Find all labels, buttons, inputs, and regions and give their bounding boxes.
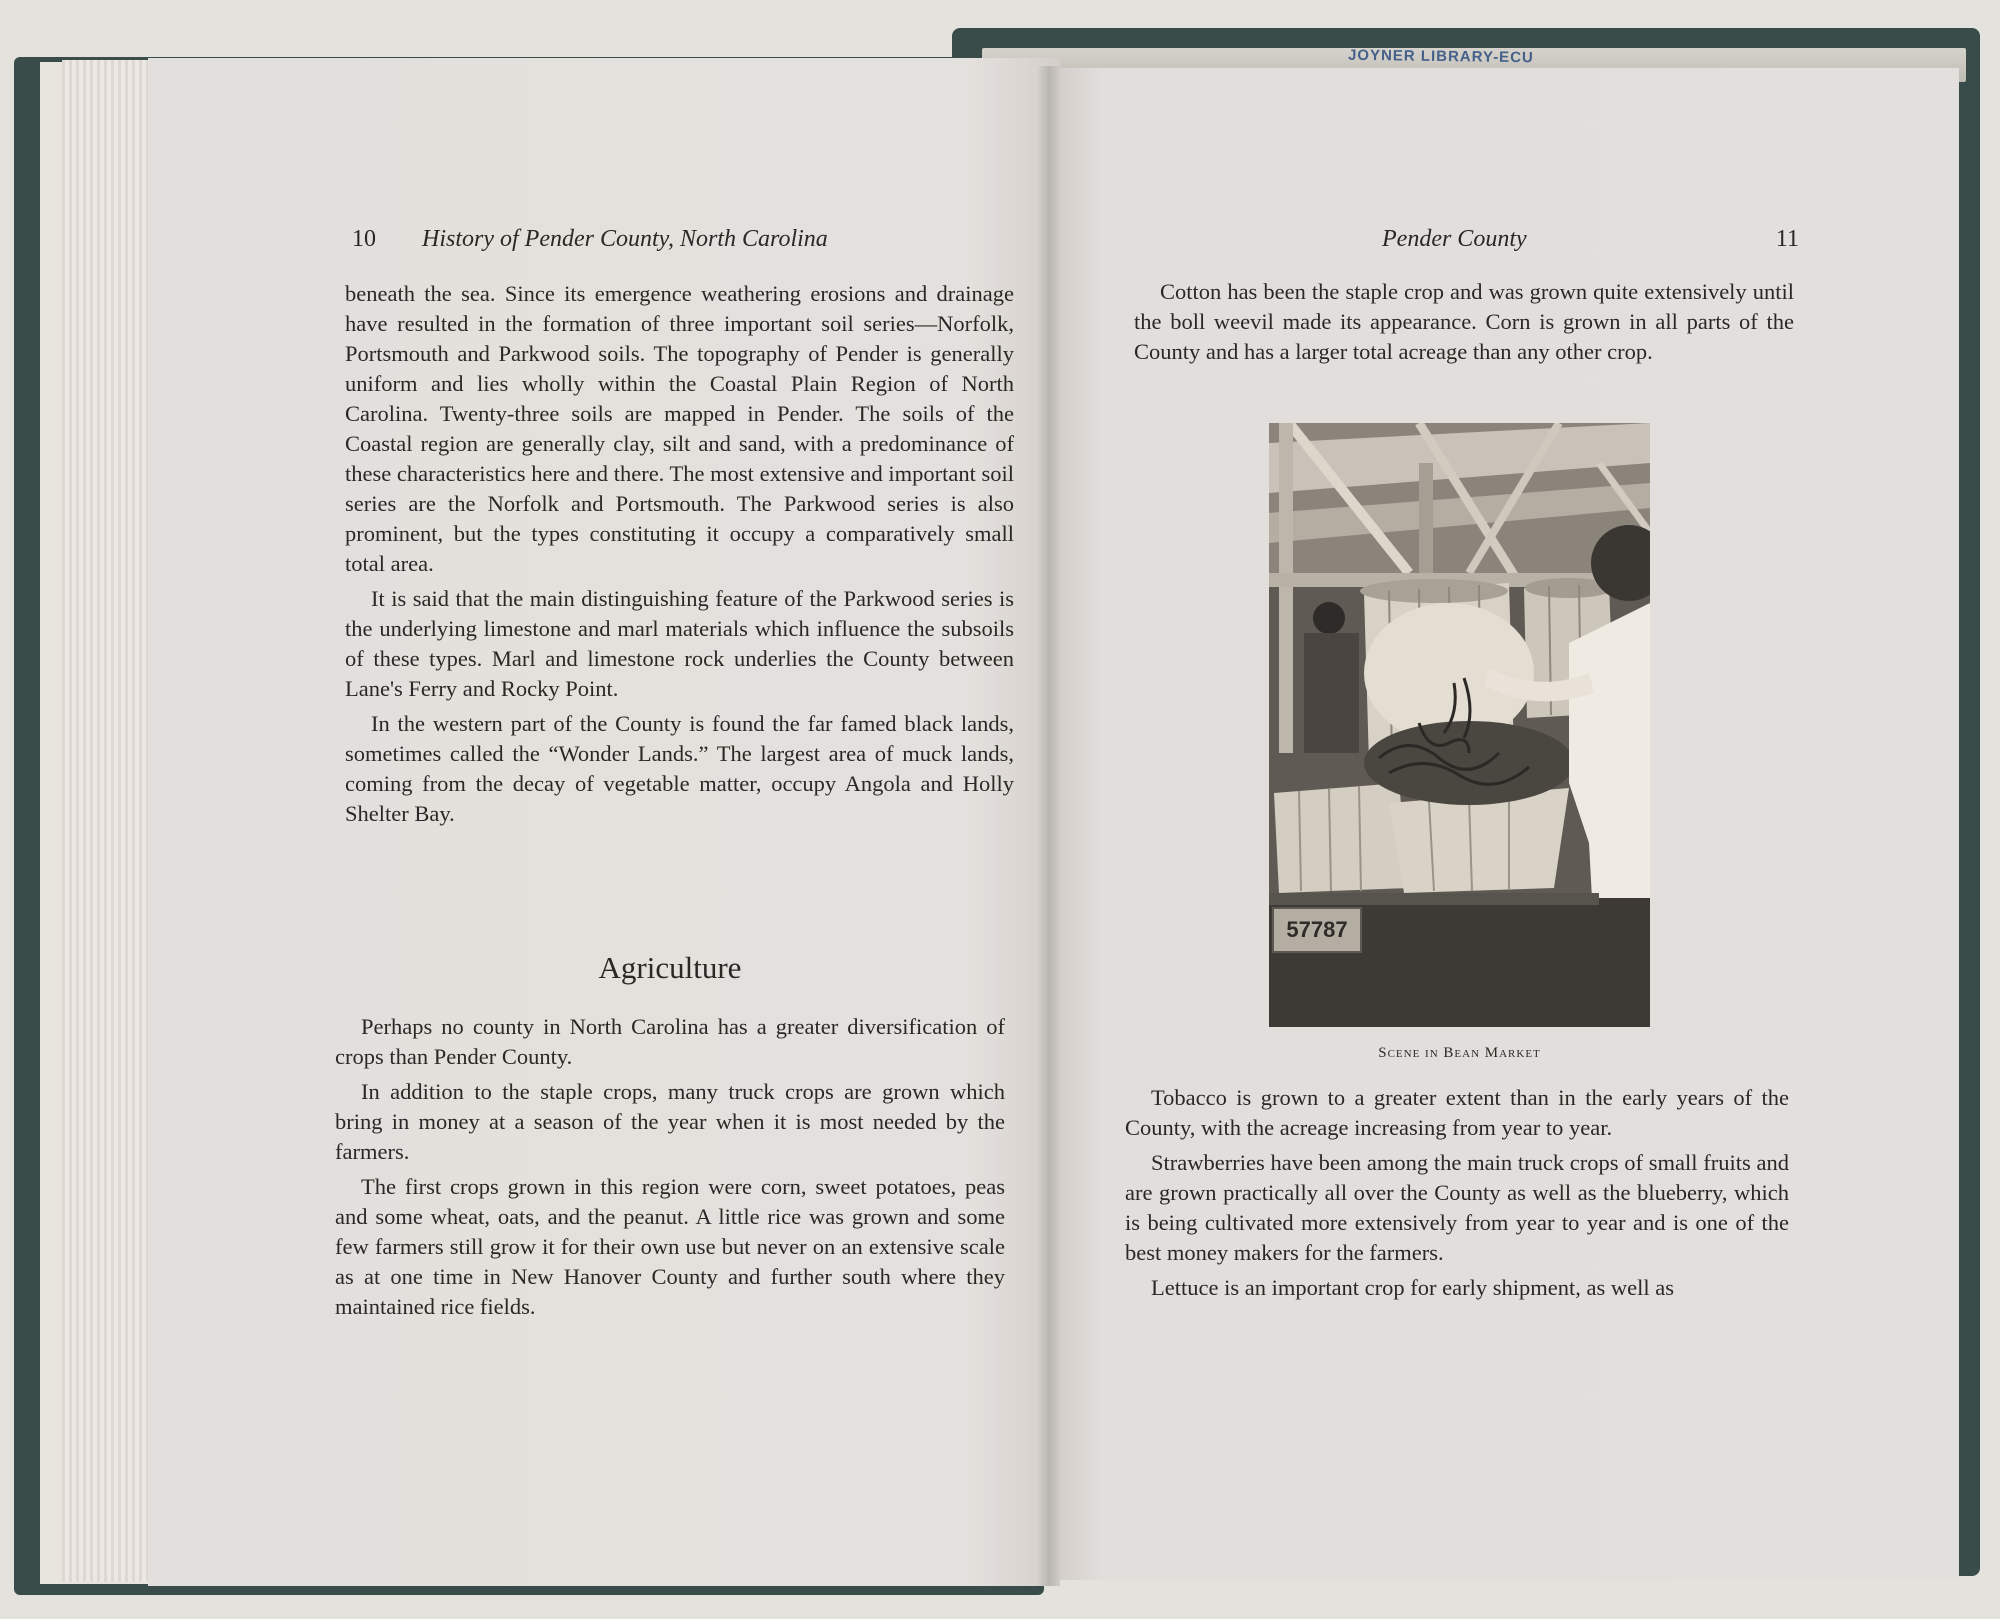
left-text-top [345, 279, 1014, 834]
right-page-number: 11 [1775, 226, 1799, 252]
left-text-bottom [335, 1012, 1005, 1327]
left-running-head [352, 226, 937, 253]
license-plate-number: 57787 [1286, 917, 1348, 942]
photo-caption: Scene in Bean Market [1378, 1045, 1541, 1061]
section-heading: Agriculture [598, 950, 742, 985]
bean-market-photo [1269, 423, 1650, 1027]
paragraph: Tobacco is grown to a greater extent than in the early years of the County, with the acreage increasing from year to year. [1125, 1085, 1789, 1140]
left-page-number: 10 [352, 226, 376, 252]
right-text-top [1134, 277, 1794, 372]
paragraph: In addition to the staple crops, many truck crops are grown which bring in money at a season of the year when it is most needed by the farmers. [335, 1079, 1005, 1164]
paragraph: In the western part of the County is found the far famed black lands, sometimes called the “Wonder Lands.” The largest area of muck lands, coming from the decay of vegetable matter, occupy Angola and Holly Shelter Bay. [345, 711, 1014, 826]
paragraph: Strawberries have been among the main truck crops of small fruits and are grown practically all over the County as well as the blueberry, which is being cultivated more extensively from year to year and is one of the best money makers for the farmers. [1125, 1150, 1789, 1265]
paragraph: It is said that the main distinguishing feature of the Parkwood series is the underlying limestone and marl materials which influence the subsoils of these types. Marl and limestone rock underlies the County between Lane's Ferry and Rocky Point. [345, 586, 1014, 701]
paragraph: Lettuce is an important crop for early shipment, as well as [1151, 1275, 1674, 1300]
photo-illustration [1269, 423, 1650, 1027]
paragraph: Cotton has been the staple crop and was grown quite extensively until the boll weevil made its appearance. Corn is grown in all parts of the County and has a larger total acreage than any other crop. [1134, 279, 1794, 364]
book-gutter [1038, 66, 1060, 1586]
right-text-bottom [1125, 1083, 1789, 1308]
left-running-title: History of Pender County, North Carolina [422, 226, 828, 252]
library-stamp: JOYNER LIBRARY-ECU [1347, 46, 1534, 67]
paragraph: The first crops grown in this region were corn, sweet potatoes, peas and some wheat, oats, and the peanut. A little rice was grown and some few farmers still grow it for their own use but never on an extensive scale as at one time in New Hanover County and further south where they maintained rice fields. [335, 1174, 1005, 1319]
paragraph: Perhaps no county in North Carolina has a greater diversification of crops than Pender County. [335, 1014, 1005, 1069]
paragraph: beneath the sea. Since its emergence weathering erosions and drainage have resulted in the formation of three important soil series—Norfolk, Portsmouth and Parkwood soils. The topography of Pender is generally uniform and lies wholly within the Coastal Plain Region of North Carolina. Twenty-three soils are mapped in Pender. The soils of the Coastal region are generally clay, silt and sand, with a predominance of these characteristics here and there. The most extensive and important soil series are the Norfolk and Portsmouth. The Parkwood series is also prominent, but the types constituting it occupy a comparatively small total area. [345, 281, 1014, 576]
right-running-title: Pender County [1382, 226, 1527, 252]
